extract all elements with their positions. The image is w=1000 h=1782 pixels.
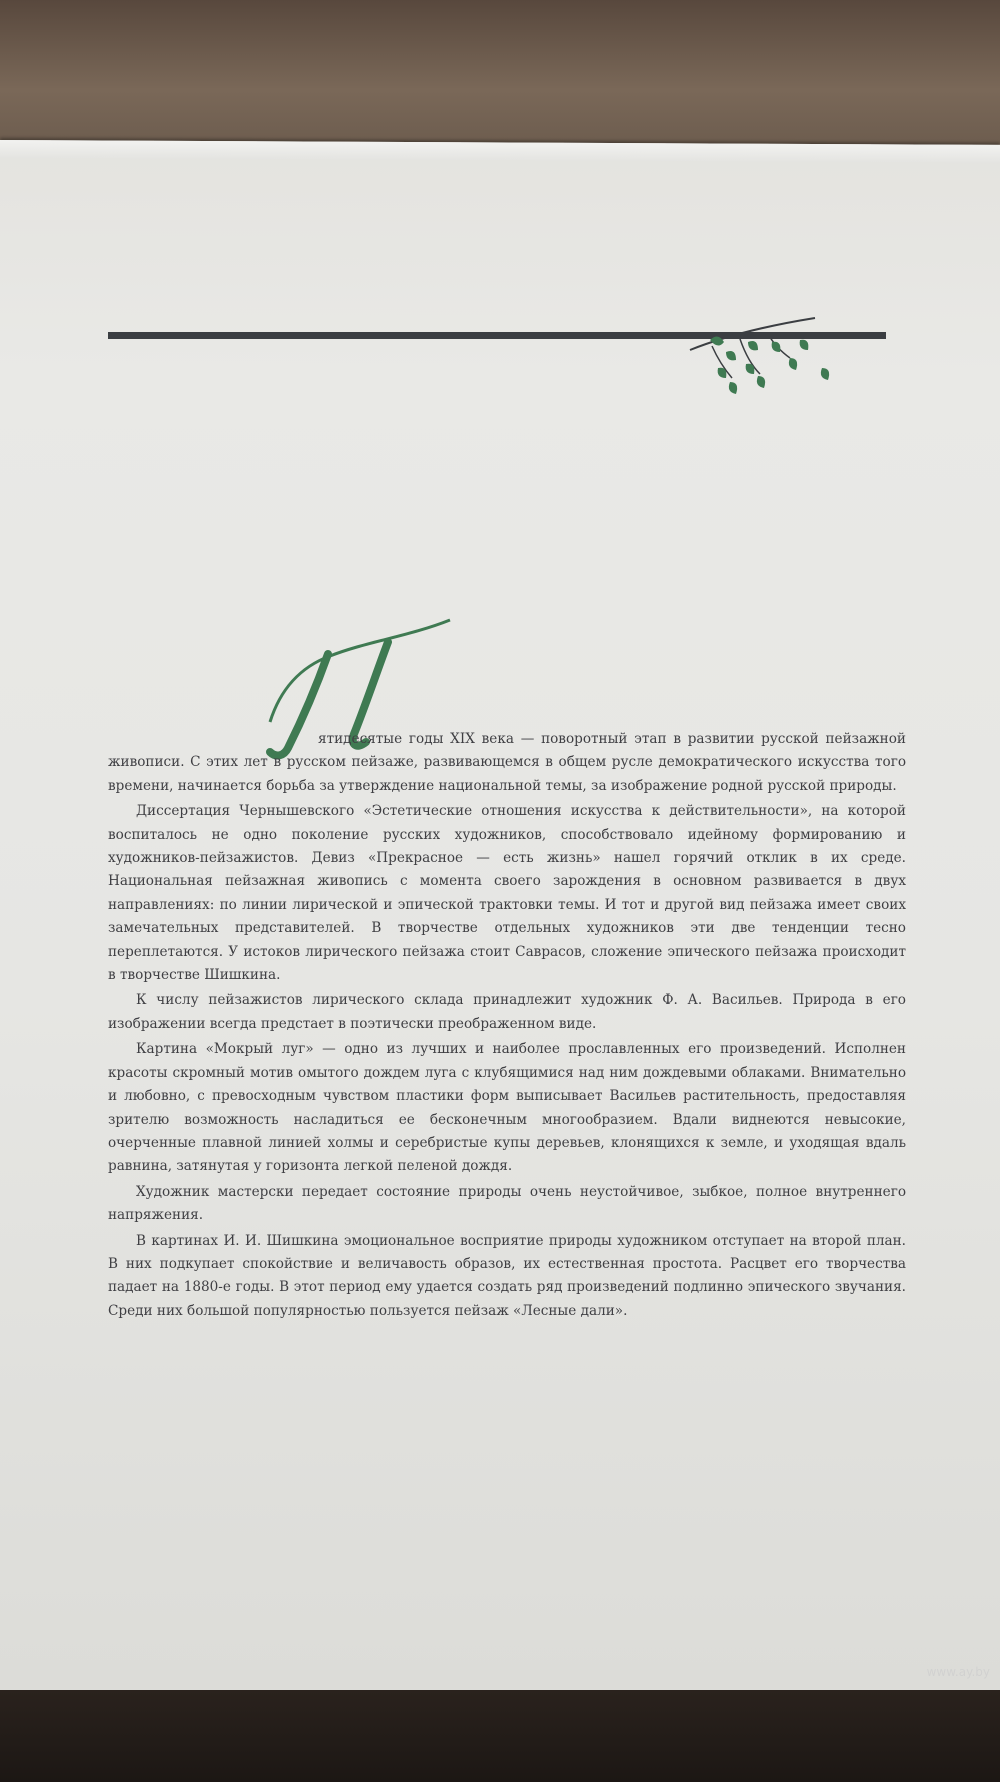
drop-cap-text: П: [270, 597, 284, 616]
paragraph-5: Художник мастерски передает состояние природы очень неустойчивое, зыбкое, полное внутреннего напряжения.: [108, 1183, 906, 1224]
paragraph-1: ятидесятые годы XIX века — поворотный этап в развитии русской пейзажной живописи. С этих лет в русском пейзаже, развивающемся в общем русле демократического искусства того времени, начинается борьба за утверждение национальной темы, за изображение родной русской природы.: [108, 731, 906, 794]
birch-branch-icon: [100, 312, 900, 422]
table-surface-bottom: [0, 1690, 1000, 1782]
page-edge: [0, 140, 1000, 163]
article-body: [108, 732, 906, 1323]
paragraph-3: К числу пейзажистов лирического склада принадлежит художник Ф. А. Васильев. Природа в его изображении всегда предстает в поэтически преображенном виде.: [108, 992, 906, 1032]
paragraph-6: В картинах И. И. Шишкина эмоциональное восприятие природы художником отступает на второй план. В них подкупает спокойствие и величавость образов, их естественная простота. Расцвет его творчества падает на 1880-е годы. В этот период ему удается создать ряд произведений подлинно эпического звучания. Среди них большой популярностью пользуется пейзаж «Лесные дали».: [108, 1232, 906, 1319]
paragraph-4: Картина «Мокрый луг» — одно из лучших и наиболее прославленных его произведений. Исполнен красоты скромный мотив омытого дождем луга с клубящимися над ним дождевыми облаками. Внимательно и любовно, с превосходным чувством пластики форм выписывает Васильев растительность, предоставляя зрителю возможность насладиться ее бесконечным многообразием. Вдали виднеются невысокие, очерченные плавной линией холмы и серебристые купы деревьев, клонящихся к земле, и уходящая вдаль равнина, затянутая у горизонта легкой пеленой дождя.: [108, 1041, 906, 1175]
site-watermark: www.ay.by: [926, 1665, 990, 1679]
table-surface-top: [0, 0, 1000, 150]
paragraph-2: Диссертация Чернышевского «Эстетические отношения искусства к действительности», на которой воспиталось не одно поколение русских художников, способствовало идейному формированию и художников-пейзажистов. Девиз «Прекрасное — есть жизнь» нашел горячий отклик в их среде. Национальная пейзажная живопись с момента своего зарождения в основном развивается в двух направлениях: по линии лирической и эпической трактовки темы. И тот и другой вид пейзажа имеет своих замечательных представителей. В творчестве отдельных художников эти две тенденции тесно переплетаются. У истоков лирического пейзажа стоит Саврасов, сложение эпического пейзажа происходит в творчестве Шишкина.: [108, 803, 906, 984]
